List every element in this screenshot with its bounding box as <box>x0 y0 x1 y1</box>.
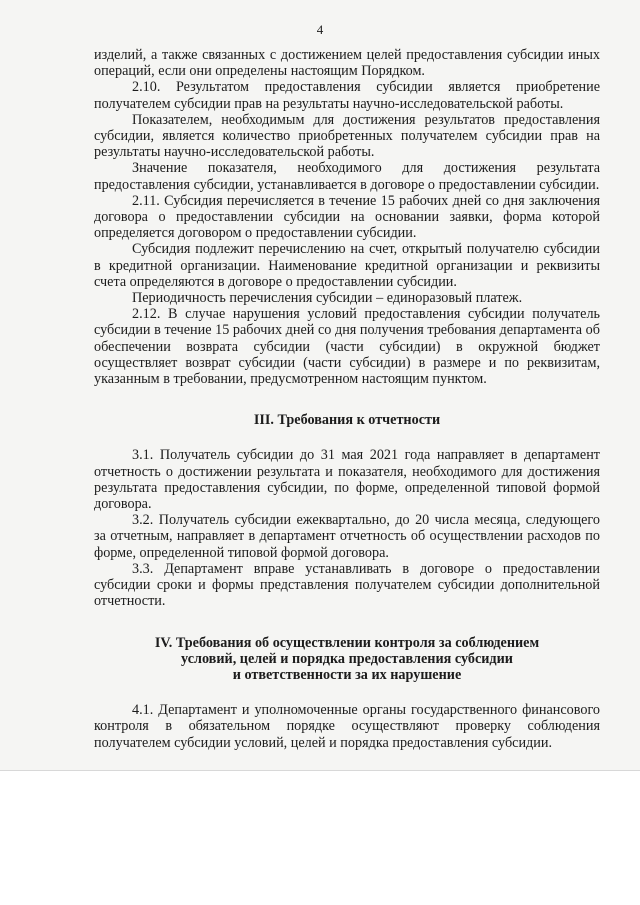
section-3-heading: III. Требования к отчетности <box>253 412 441 429</box>
paragraph-indicator: Показателем, необходимым для достижения результатов предоставления субсидии, является количество приобретенных получателем субсидии прав на результаты научно-исследовательской работы. <box>94 111 600 161</box>
section-4-heading <box>94 635 600 684</box>
paragraph-3-3: 3.3. Департамент вправе устанавливать в договоре о предоставлении субсидии сроки и формы представления получателем субсидии дополнительной отчетности. <box>94 560 600 610</box>
section-4-heading-line: IV. Требования об осуществлении контроля за соблюдением <box>154 634 540 651</box>
section-4-heading-line: и ответственности за их нарушение <box>232 666 462 683</box>
paragraph-continuation: изделий, а также связанных с достижением целей предоставления субсидии иных операций, если они определены настоящим Порядком. <box>94 47 600 80</box>
paragraph-indicator-value: Значение показателя, необходимого для достижения результата предоставления субсидии, устанавливается в договоре о предоставлении субсидии. <box>94 160 600 193</box>
paragraph-account: Субсидия подлежит перечислению на счет, открытый получателю субсидии в кредитной организации. Наименование кредитной организации и реквизиты счета определяются в договоре о предоставлении субсидии. <box>94 241 600 290</box>
document-body <box>94 47 600 751</box>
page-edge <box>0 770 640 771</box>
paragraph-periodicity: Периодичность перечисления субсидии – единоразовый платеж. <box>132 290 523 307</box>
paragraph-2-11: 2.11. Субсидия перечисляется в течение 15 рабочих дней со дня заключения договора о предоставлении субсидии на основании заявки, форма которой определяется договором о предоставлении субсидии. <box>94 192 600 242</box>
paragraph-3-2: 3.2. Получатель субсидии ежеквартально, до 20 числа месяца, следующего за отчетным, направляет в департамент отчетность об осуществлении расходов по форме, определенной типовой формой договора. <box>94 512 600 561</box>
paragraph-3-1: 3.1. Получатель субсидии до 31 мая 2021 года направляет в департамент отчетность о достижении результата и показателя, необходимого для достижения результата предоставления субсидии, по форме, определенной типовой формой договора. <box>94 447 600 513</box>
paragraph-4-1: 4.1. Департамент и уполномоченные органы государственного финансового контроля в обязательном порядке осуществляют проверку соблюдения получателем субсидии условий, целей и порядка предоставления субсидии. <box>94 702 600 751</box>
paragraph-2-12: 2.12. В случае нарушения условий предоставления субсидии получатель субсидии в течение 15 рабочих дней со дня получения требования департамента об обеспечении возврата субсидии (части субсидии) в окружной бюджет осуществляет возврат субсидии (части субсидии) в размере и по реквизитам, указанным в требовании, предусмотренном настоящим пунктом. <box>94 306 600 388</box>
paragraph-2-10: 2.10. Результатом предоставления субсидии является приобретение получателем субсидии прав на результаты научно-исследовательской работы. <box>94 79 600 112</box>
section-4-heading-line: условий, целей и порядка предоставления субсидии <box>181 650 513 667</box>
page-number: 4 <box>316 22 324 37</box>
